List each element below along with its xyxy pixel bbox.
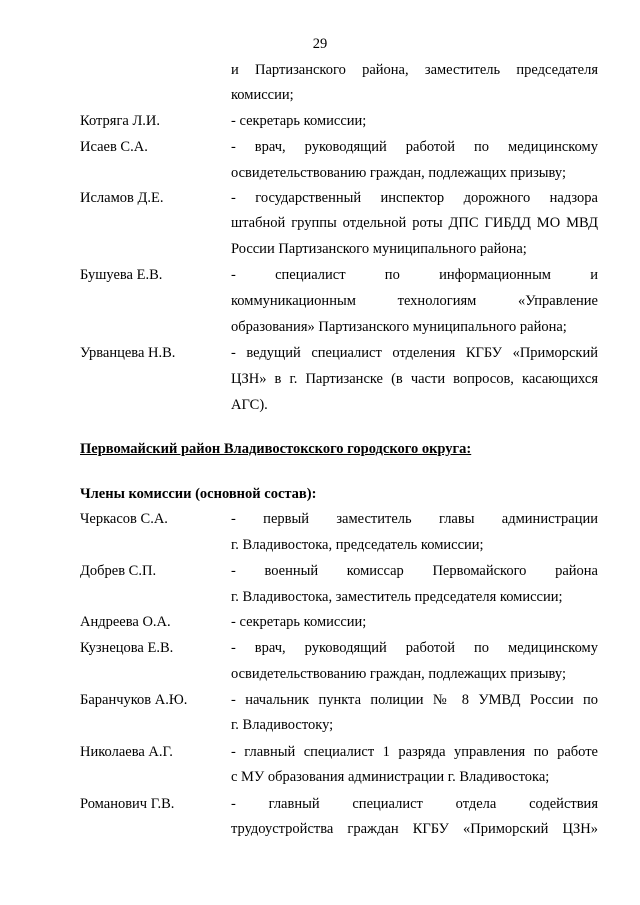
member-name: Андреева О.А. (80, 614, 171, 630)
member-role-line: - военный комиссар Первомайского района (231, 563, 598, 579)
member-role-line: г. Владивостока, заместитель председателя комиссии; (231, 589, 563, 605)
member-name: Урванцева Н.В. (80, 345, 176, 361)
member-role-line: России Партизанского муниципального района; (231, 241, 527, 257)
member-role-line: - главный специалист отдела содействия (231, 796, 598, 812)
member-role-line: - секретарь комиссии; (231, 614, 367, 630)
member-role-line: - специалист по информационным и (231, 267, 598, 283)
member-name: Исламов Д.Е. (80, 190, 164, 206)
member-role-line: - врач, руководящий работой по медицинскому (231, 640, 598, 656)
member-role-line: - врач, руководящий работой по медицинскому (231, 139, 598, 155)
member-role-line: ЦЗН» в г. Партизанске (в части вопросов, касающихся (231, 371, 598, 387)
member-role-line: штабной группы отдельной роты ДПС ГИБДД МО МВД (231, 215, 598, 231)
page-number: 29 (312, 36, 328, 52)
member-name: Добрев С.П. (80, 563, 157, 579)
member-role-line: освидетельствованию граждан, подлежащих призыву; (231, 666, 566, 682)
member-role-line: - ведущий специалист отделения КГБУ «Приморский (231, 345, 598, 361)
member-role-line: освидетельствованию граждан, подлежащих призыву; (231, 165, 566, 181)
section-title: Первомайский район Владивостокского городского округа: (80, 441, 472, 457)
member-role-line: г. Владивостока, председатель комиссии; (231, 537, 484, 553)
member-name: Котряга Л.И. (80, 113, 161, 129)
intro-line: и Партизанского района, заместитель председателя (231, 62, 598, 78)
member-role-line: - государственный инспектор дорожного надзора (231, 190, 598, 206)
member-role-line: образования» Партизанского муниципального района; (231, 319, 567, 335)
member-role-line: АГС). (231, 397, 268, 413)
member-name: Бушуева Е.В. (80, 267, 163, 283)
member-name: Черкасов С.А. (80, 511, 168, 527)
member-name: Кузнецова Е.В. (80, 640, 174, 656)
member-role-line: г. Владивостоку; (231, 717, 334, 733)
member-role-line: - первый заместитель главы администрации (231, 511, 598, 527)
member-role-line: с МУ образования администрации г. Владивостока; (231, 769, 550, 785)
member-role-line: трудоустройства граждан КГБУ «Приморский ЦЗН» (231, 821, 598, 837)
member-name: Баранчуков А.Ю. (80, 692, 188, 708)
member-role-line: - начальник пункта полиции № 8 УМВД России по (231, 692, 598, 708)
member-role-line: - главный специалист 1 разряда управления по работе (231, 744, 598, 760)
member-name: Романович Г.В. (80, 796, 175, 812)
member-name: Николаева А.Г. (80, 744, 173, 760)
section-subtitle: Члены комиссии (основной состав): (80, 486, 317, 502)
member-role-line: коммуникационным технологиям «Управление (231, 293, 598, 309)
member-name: Исаев С.А. (80, 139, 148, 155)
intro-line: комиссии; (231, 87, 294, 103)
member-role-line: - секретарь комиссии; (231, 113, 367, 129)
